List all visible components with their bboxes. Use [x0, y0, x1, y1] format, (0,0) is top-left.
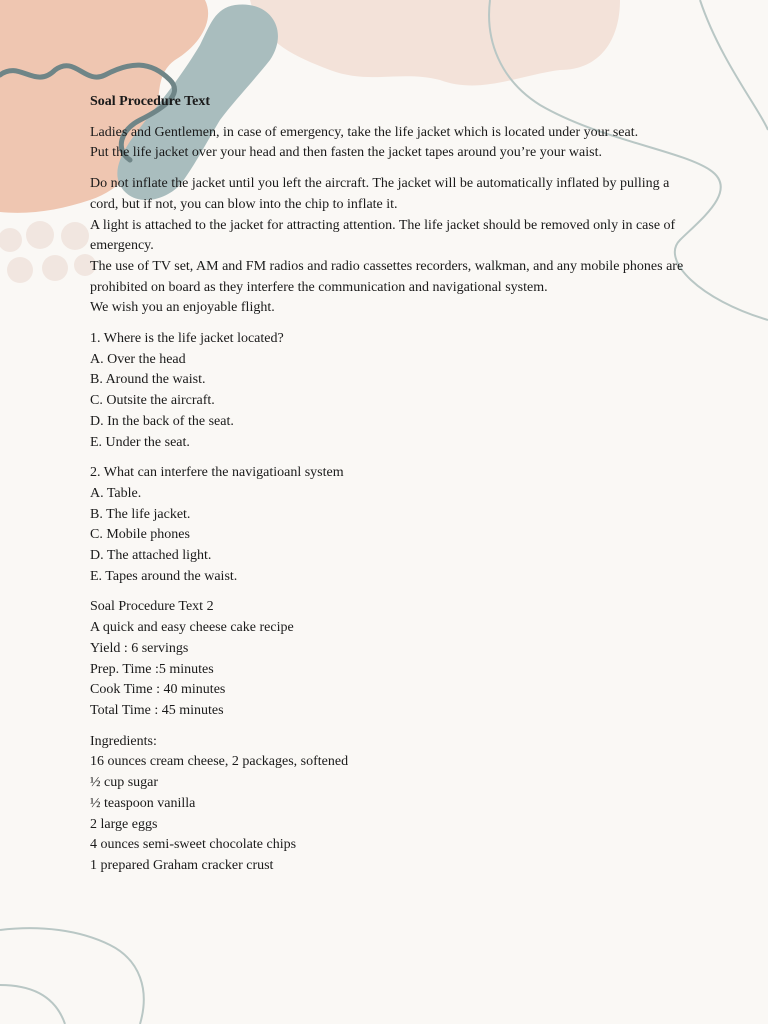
question-text: 2. What can interfere the navigatioanl system — [90, 465, 344, 481]
question-1 — [90, 329, 690, 453]
dots-pattern-shape — [0, 221, 96, 283]
ingredient-item: 4 ounces semi-sweet chocolate chips — [90, 837, 297, 853]
answer-option: B. The life jacket. — [90, 506, 191, 522]
paragraph-line: A light is attached to the jacket for attracting attention. The life jacket should be removed only in case of emergency. — [90, 217, 676, 254]
ingredient-item: 2 large eggs — [90, 816, 158, 832]
paragraph-line: Ladies and Gentlemen, in case of emergency, take the life jacket which is located under your seat. — [90, 124, 639, 140]
answer-option: E. Under the seat. — [90, 434, 190, 450]
outline-curve-shape — [0, 985, 65, 1024]
answer-option: A. Over the head — [90, 351, 186, 367]
answer-option: C. Outsite the aircraft. — [90, 393, 215, 409]
document-title: Soal Procedure Text — [90, 94, 211, 109]
question-2 — [90, 463, 690, 587]
ingredients-list — [90, 732, 690, 877]
document-body — [90, 92, 690, 877]
ingredient-item: ½ teaspoon vanilla — [90, 795, 196, 811]
recipe-cook-time: Cook Time : 40 minutes — [90, 682, 226, 698]
paragraph-intro — [90, 123, 690, 164]
recipe-heading: Soal Procedure Text 2 — [90, 599, 214, 615]
answer-option: A. Table. — [90, 485, 142, 501]
paragraph-line: We wish you an enjoyable flight. — [90, 300, 275, 316]
answer-option: E. Tapes around the waist. — [90, 568, 238, 584]
answer-option: D. In the back of the seat. — [90, 413, 234, 429]
paragraph-line: The use of TV set, AM and FM radios and radio cassettes recorders, walkman, and any mobile phones are prohibited on board as they interfere the communication and navigational system. — [90, 258, 684, 295]
outline-curve-shape — [700, 0, 768, 130]
paragraph-line: Do not inflate the jacket until you left the aircraft. The jacket will be automatically inflated by pulling a cord, but if not, you can blow into the chip to inflate it. — [90, 176, 670, 212]
paragraph-line: Put the life jacket over your head and then fasten the jacket tapes around you’re your waist. — [90, 145, 602, 161]
answer-option: D. The attached light. — [90, 548, 212, 564]
outline-curve-shape — [0, 928, 144, 1024]
recipe-yield: Yield : 6 servings — [90, 640, 189, 656]
ingredient-item: 16 ounces cream cheese, 2 packages, softened — [90, 754, 349, 770]
recipe-total-time: Total Time : 45 minutes — [90, 702, 224, 718]
ingredient-item: 1 prepared Graham cracker crust — [90, 857, 274, 873]
recipe-name: A quick and easy cheese cake recipe — [90, 620, 294, 636]
recipe-prep-time: Prep. Time :5 minutes — [90, 661, 214, 677]
answer-option: B. Around the waist. — [90, 372, 206, 388]
ingredients-heading: Ingredients: — [90, 733, 157, 749]
paragraph-instructions — [90, 174, 690, 319]
question-text: 1. Where is the life jacket located? — [90, 331, 284, 347]
answer-option: C. Mobile phones — [90, 527, 190, 543]
blush-blob-shape — [250, 0, 620, 85]
recipe-info — [90, 597, 690, 721]
ingredient-item: ½ cup sugar — [90, 775, 159, 791]
